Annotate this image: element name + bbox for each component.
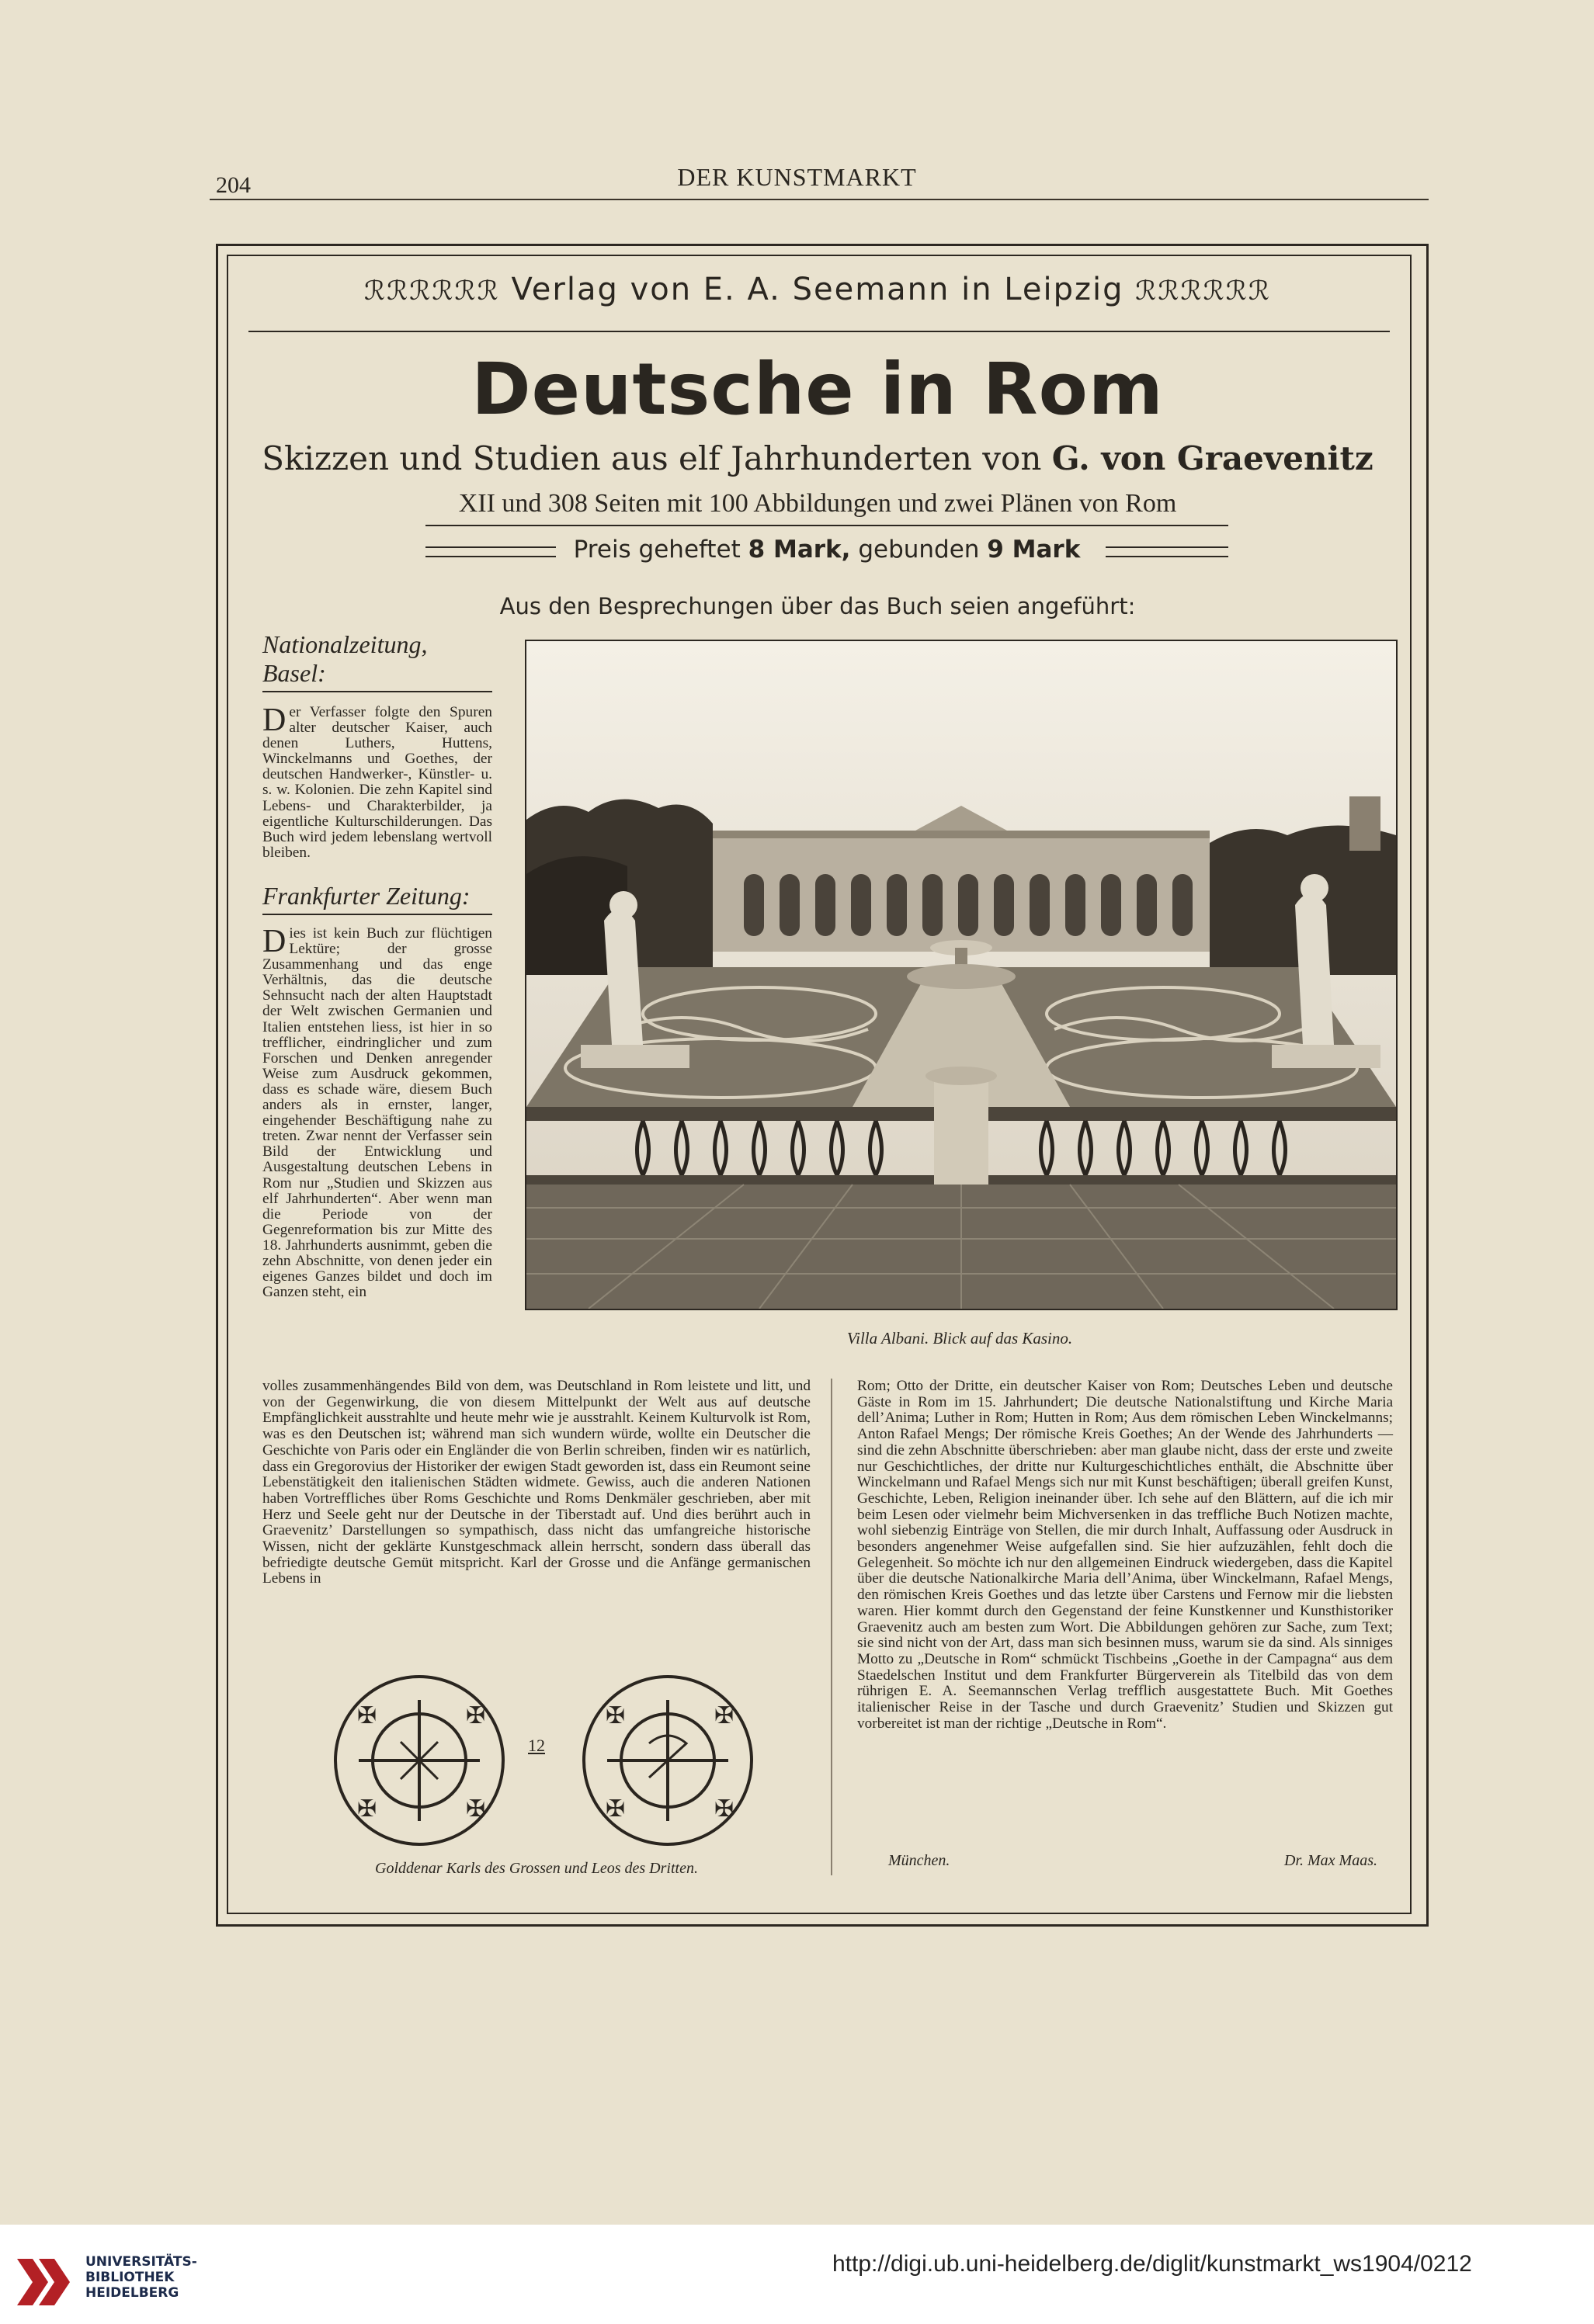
svg-text:✠: ✠ [606, 1703, 626, 1729]
review-nationalzeitung [262, 630, 492, 861]
review1-body [262, 702, 492, 861]
svg-text:✠: ✠ [357, 1703, 377, 1729]
library-line-2: BIBLIOTHEK [85, 2270, 175, 2285]
review2-place: München. [888, 1852, 950, 1869]
price-row [425, 536, 1228, 570]
book-extent: XII und 308 Seiten mit 100 Abbildungen und zwei Plänen von Rom [458, 489, 1177, 518]
price-prefix: Preis geheftet [573, 536, 741, 564]
price-paper: 8 Mark, [748, 536, 851, 564]
review2-body-right: Rom; Otto der Dritte, ein deutscher Kaiser von Rom; Deutsches Leben und deutsche Gäste in Rom im 15. Jahrhundert; Die deutsche Nationalstiftung und Kirche Maria dell’Anima; Luther in Rom; Hutten in Rom; Aus dem römischen Leben Winckelmanns; Anton Rafael Mengs; Der römische Kreis Goethes; An der Wende des Jahrhunderts — sind die zehn Abschnitte überschrieben: aber man glaube nicht, dass der erste und zweite nur Geschichtliches, der dritte nur Kulturgeschichtliches enthält, die Abschnitte über Winckelmann und Rafael Mengs sich nur mit Kunst beschäftigen; überall greifen Kunst, Geschichte, Leben, Religion ineinander über. Ich sehe auf den Blättern, auf die ich mir beim Lesen oder vielmehr beim Michversenken in das treffliche Buch Notizen machte, wohl siebenzig Einträge von Stellen, die mir durch Inhalt, Auffassung oder Ausdruck in besonders angenehmer Weise aufgefallen sind. Sie hier aufzuzählen, fehlt doch die Gelegenheit. So möchte ich nur den allgemeinen Eindruck wiedergeben, dass die Kapitel über die deutsche Nationalkirche Maria dell’Anima, über Winckelmann, Rafael Mengs, den römischen Kreis Goethes und das letzte über Carstens und Fernow mir die liebsten waren. Hier kommt durch den Gegenstand der feine Kunstkenner und Kunsthistoriker Graevenitz auch am besten zum Wort. Die Abbildungen gehören zur Sache, zum Text; sie sind nicht von der Art, dass man sich besinnen muss, warum sie da sind. Als sinniges Motto zu „Deutsche in Rom“ schmückt Tischbeins „Goethe in der Campagna“ aus dem Staedelschen Institut und dem Frankfurter Bürgerverein als Titelbild das von dem rührigen E. A. Seemannschen Verlag trefflich ausgestattete Buch. Mit Goethes italienischer Reise in der Tasche und durch Graevenitz’ Studien und Skizzen gut vorbereitet ist man der richtige „Deutsche in Rom“. [857, 1378, 1393, 1732]
svg-text:✠: ✠ [357, 1796, 377, 1822]
library-line-3: HEIDELBERG [85, 2285, 179, 2301]
coin-illustration [326, 1669, 761, 1852]
library-logo-icon [17, 2251, 79, 2305]
review1-text: er Verfasser folgte den Spuren alter deutscher Kaiser, auch denen Luthers, Huttens, Winckelmanns und Goethes, der deutschen Handwerker-, Künstler- u. s. w. Kolonien. Die zehn Kapitel sind Lebens- und Charakterbilder, ja eigentliche Kulturschilderungen. Das Buch wird jedem lebenslang wertvoll bleiben. [262, 704, 492, 861]
page-number: 204 [216, 172, 251, 198]
price-bound: 9 Mark [987, 536, 1081, 564]
library-name [85, 2254, 197, 2301]
villa-albani-illustration [526, 641, 1396, 1309]
extent-rule [425, 525, 1228, 526]
book-title: Deutsche in Rom [471, 348, 1164, 431]
library-footer [0, 2225, 1594, 2324]
reviews-intro: Aus den Besprechungen über das Buch seien angeführt: [499, 593, 1136, 619]
review-frankfurter [262, 882, 492, 1300]
review1-rule [262, 691, 492, 692]
book-subtitle [227, 439, 1408, 477]
villa-albani-photo [525, 640, 1398, 1310]
source-url-link[interactable]: http://digi.ub.uni-heidelberg.de/diglit/kunstmarkt_ws1904/0212 [832, 2251, 1472, 2277]
review2-text-narrow: ies ist kein Buch zur flüchtigen Lektüre; der grosse Zusammenhang und das enge Verhältnis, das die deutsche Sehnsucht nach der alten Hauptstadt der Welt zwischen Germanien und Italien entstehen liess, ist hier in so trefflicher, eindringlicher und zum Forschen und Denken anregender Weise zum Ausdruck gekommen, dass es schade wäre, diesem Buch anders als in ernster, langer, eingehender Beschäftigung nahe zu treten. Zwar nennt der Verfasser sein Bild der Entwicklung und Ausgestaltung deutschen Lebens in Rom nur „Studien und Skizzen aus elf Jahrhunderten“. Aber wenn man die Periode von der Gegenreformation bis zur Mitte des 18. Jahrhunderts ausnimmt, geben die zehn Abschnitte, von denen jeder ein eigenes Ganzes bildet und doch im Ganzen steht, ein [262, 925, 492, 1301]
review2-dropcap: D [262, 924, 287, 959]
photo-caption: Villa Albani. Blick auf das Kasino. [846, 1329, 1073, 1348]
golddenar-coins-icon [326, 1669, 761, 1852]
publisher-rule [248, 331, 1390, 332]
author-name: G. von Graevenitz [1051, 439, 1373, 477]
coin-caption: Golddenar Karls des Grossen und Leos des Dritten. [375, 1860, 698, 1877]
review1-dropcap: D [262, 702, 287, 738]
svg-text:✠: ✠ [714, 1703, 734, 1729]
subtitle-text: Skizzen und Studien aus elf Jahrhunderten von [262, 439, 1042, 477]
svg-text:✠: ✠ [606, 1796, 626, 1822]
publisher-text: Verlag von E. A. Seemann in Leipzig [511, 272, 1124, 307]
review2-rule [262, 914, 492, 915]
journal-title: DER KUNSTMARKT [677, 163, 917, 191]
price-mid: gebunden [858, 536, 980, 564]
library-line-1: UNIVERSITÄTS- [85, 2254, 197, 2270]
review1-source: Nationalzeitung, Basel: [262, 630, 428, 687]
svg-text:✠: ✠ [714, 1796, 734, 1822]
review2-source: Frankfurter Zeitung: [262, 882, 471, 910]
column-divider [831, 1379, 832, 1875]
svg-text:✠: ✠ [466, 1703, 486, 1729]
ornament-right-icon: ℛℛℛℛℛℛ [1135, 276, 1271, 307]
review2-body-narrow [262, 926, 492, 1300]
coin-figure-number: 12 [528, 1736, 545, 1755]
review2-signature: Dr. Max Maas. [1284, 1852, 1377, 1869]
ornament-left-icon: ℛℛℛℛℛℛ [364, 276, 500, 307]
publisher-line [227, 272, 1408, 307]
price-double-rule-right [1106, 546, 1228, 557]
review2-body-wide: volles zusammenhängendes Bild von dem, was Deutschland in Rom leistete und litt, und von der Gegenwirkung, die von diesem Mittelpunkt der Welt aus auf deutsche Empfänglichkeit ausstrahlte und heute mehr wie je ausstrahlt. Keinem Kulturvolk ist Rom, was es den Deutschen ist; während man sich wundern würde, wollte ein Deutscher die Geschichte von Paris oder ein Engländer die von Berlin schreiben, finden wir es natürlich, dass ein Gregorovius der Historiker der ewigen Stadt geworden ist, dass ein Reumont seine Lebenstätigkeit den italienischen Städten widmete. Gewiss, auch die anderen Nationen haben Vortreffliches über Roms Geschichte und Roms Denkmäler geschrieben, aber mit Herz und Seele geht nur der Deutsche in der Tiberstadt auf. Und dies berührt auch in Graevenitz’ Darstellungen so sympathisch, dass nicht das umfangreiche historische Wissen, nicht der geklärte Kunstgeschmack allein herrscht, sondern dass überall das befriedigte deutsche Gemüt mitspricht. Karl der Grosse und die Anfänge germanischen Lebens in [262, 1378, 811, 1587]
header-rule [210, 199, 1429, 200]
svg-text:✠: ✠ [466, 1796, 486, 1822]
review2-signature-line [857, 1852, 1393, 1870]
